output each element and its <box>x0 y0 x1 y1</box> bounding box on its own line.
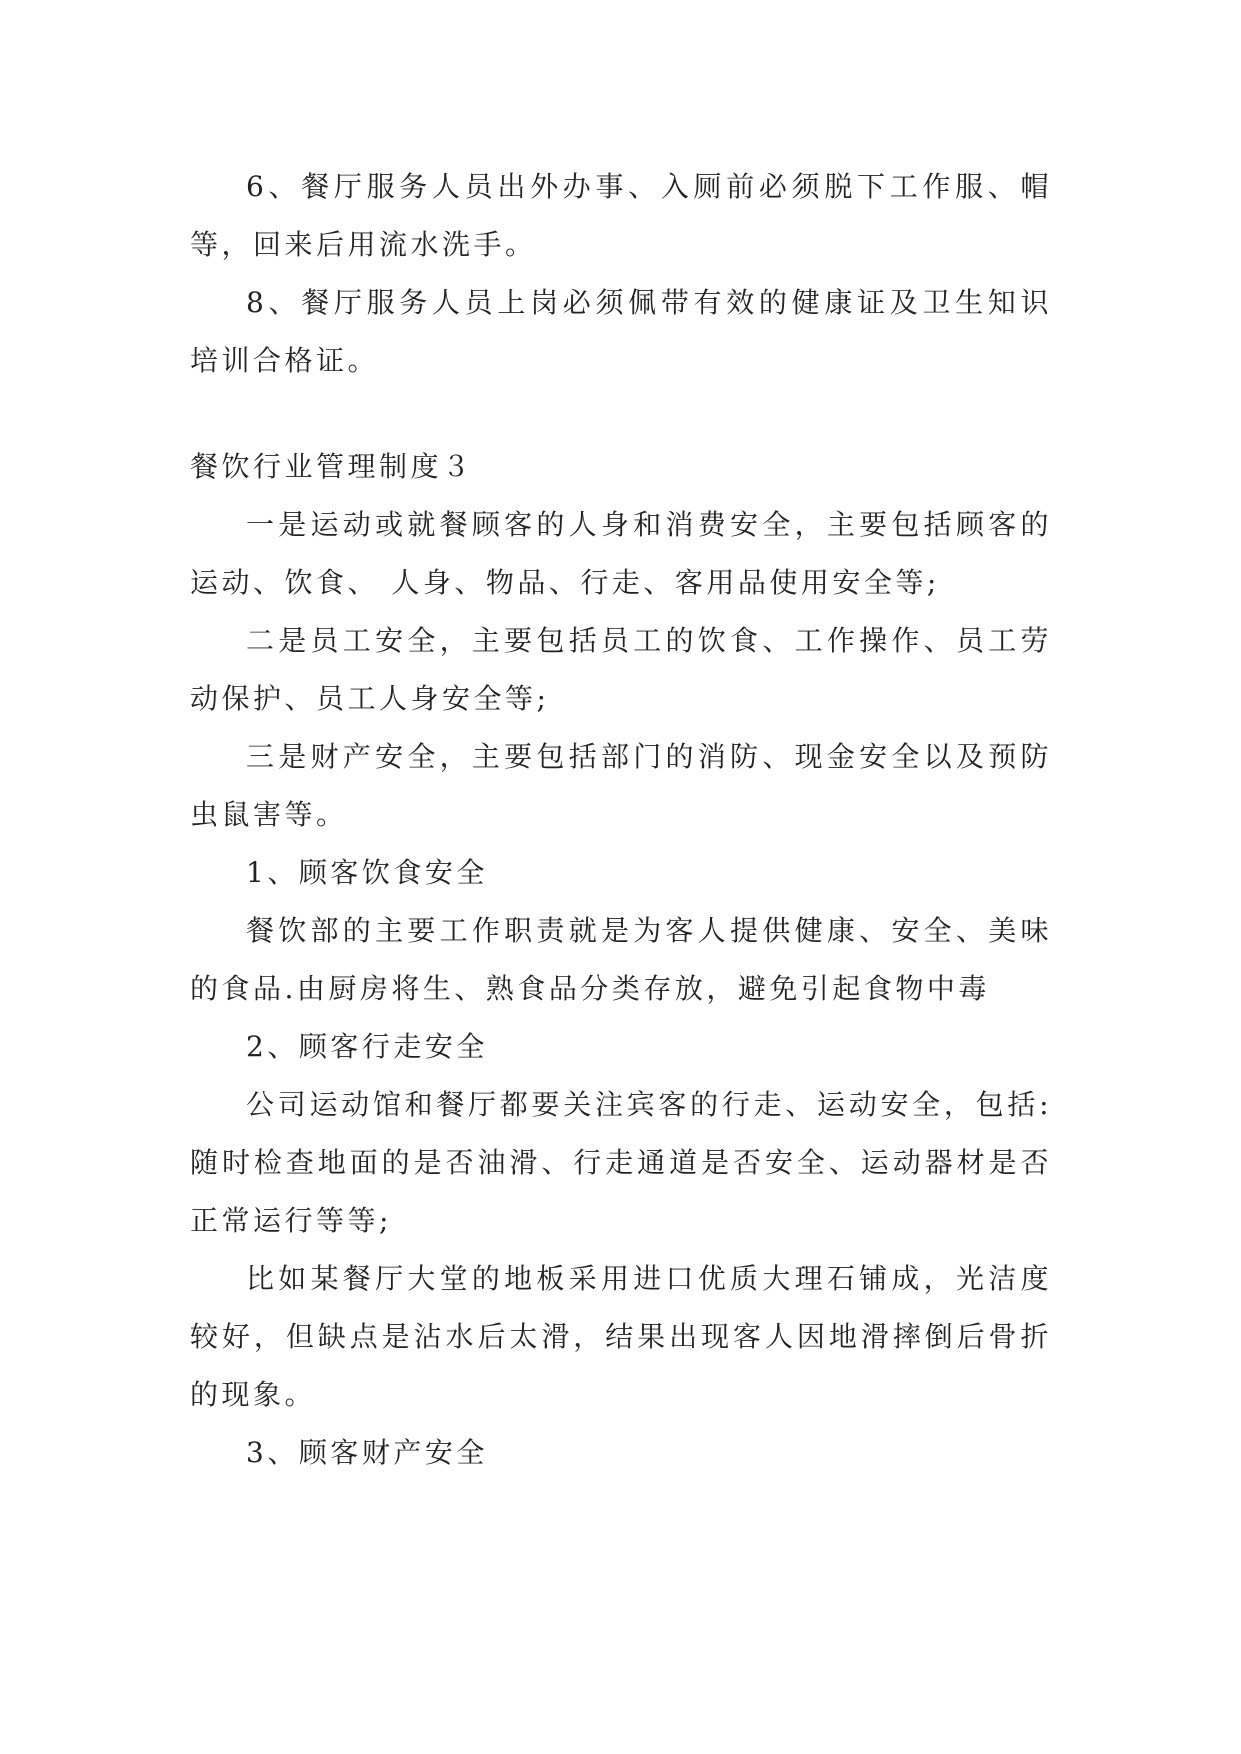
paragraph-rule-6: 6、餐厅服务人员出外办事、入厕前必须脱下工作服、帽等，回来后用流水洗手。 <box>190 170 1052 261</box>
subheading-walking-safety: 2、顾客行走安全 <box>246 1030 488 1063</box>
paragraph-customer-safety: 一是运动或就餐顾客的人身和消费安全，主要包括顾客的运动、饮食、 人身、物品、行走、客用品使用安全等; <box>190 508 1052 599</box>
subheading-property-safety: 3、顾客财产安全 <box>246 1436 488 1469</box>
document-page <box>190 158 1052 1482</box>
section-title: 餐饮行业管理制度３ <box>190 450 474 483</box>
paragraph-property-safety: 三是财产安全，主要包括部门的消防、现金安全以及预防虫鼠害等。 <box>190 740 1052 831</box>
paragraph-walking-safety: 公司运动馆和餐厅都要关注宾客的行走、运动安全，包括:随时检查地面的是否油滑、行走通道是否安全、运动器材是否正常运行等等; <box>190 1088 1052 1237</box>
paragraph-floor-example: 比如某餐厅大堂的地板采用进口优质大理石铺成，光洁度较好，但缺点是沾水后太滑，结果出现客人因地滑摔倒后骨折的现象。 <box>190 1262 1052 1411</box>
subheading-food-safety: 1、顾客饮食安全 <box>246 856 488 889</box>
paragraph-staff-safety: 二是员工安全，主要包括员工的饮食、工作操作、员工劳动保护、员工人身安全等; <box>190 624 1052 715</box>
section-gap <box>190 390 1052 438</box>
paragraph-food-safety: 餐饮部的主要工作职责就是为客人提供健康、安全、美味的食品.由厨房将生、熟食品分类存放，避免引起食物中毒 <box>190 914 1052 1005</box>
paragraph-rule-8: 8、餐厅服务人员上岗必须佩带有效的健康证及卫生知识培训合格证。 <box>190 286 1052 377</box>
